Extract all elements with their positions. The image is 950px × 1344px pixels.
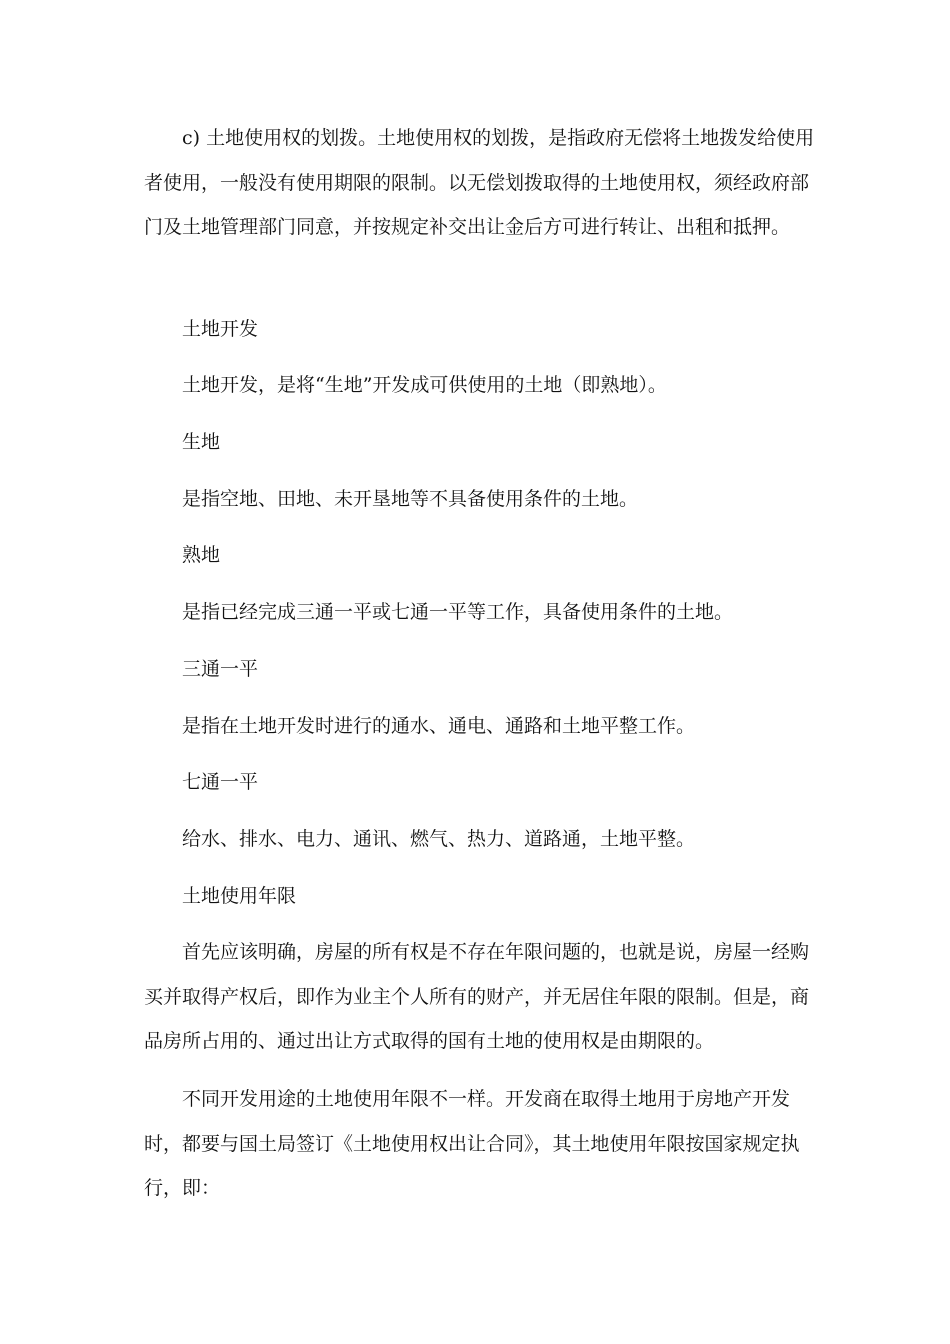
paragraph-land-development: 土地开发，是将“生地”开发成可供使用的土地（即熟地）。: [182, 374, 667, 396]
heading-land-use-term: 土地使用年限: [182, 885, 297, 907]
heading-three-connections: 三通一平: [182, 658, 259, 680]
heading-raw-land: 生地: [182, 431, 221, 453]
paragraph-term-by-use: 不同开发用途的土地使用年限不一样。开发商在取得土地用于房地产开发时，都要与国土局签订《土地使用权出让合同》，其土地使用年限按国家规定执行，即：: [144, 1088, 800, 1200]
paragraph-developed-land: 是指已经完成三通一平或七通一平等工作，具备使用条件的土地。: [182, 601, 734, 623]
heading-developed-land: 熟地: [182, 544, 221, 566]
paragraph-seven-connections: 给水、排水、电力、通讯、燃气、热力、道路通，土地平整。: [182, 828, 696, 850]
heading-land-development: 土地开发: [182, 318, 259, 340]
paragraph-ownership-term: 首先应该明确，房屋的所有权是不存在年限问题的，也就是说，房屋一经购买并取得产权后，即作为业主个人所有的财产，并无居住年限的限制。但是，商品房所占用的、通过出让方式取得的国有土地的使用权是由期限的。: [144, 941, 810, 1053]
paragraph-raw-land: 是指空地、田地、未开垦地等不具备使用条件的土地。: [182, 488, 639, 510]
heading-seven-connections: 七通一平: [182, 771, 259, 793]
paragraph-land-allocation: c) 土地使用权的划拨。土地使用权的划拨，是指政府无偿将土地拨发给使用者使用，一般没有使用期限的限制。以无偿划拨取得的土地使用权，须经政府部门及土地管理部门同意，并按规定补交出让金后方可进行转让、出租和抵押。: [144, 127, 815, 239]
paragraph-three-connections: 是指在土地开发时进行的通水、通电、通路和土地平整工作。: [182, 715, 696, 737]
